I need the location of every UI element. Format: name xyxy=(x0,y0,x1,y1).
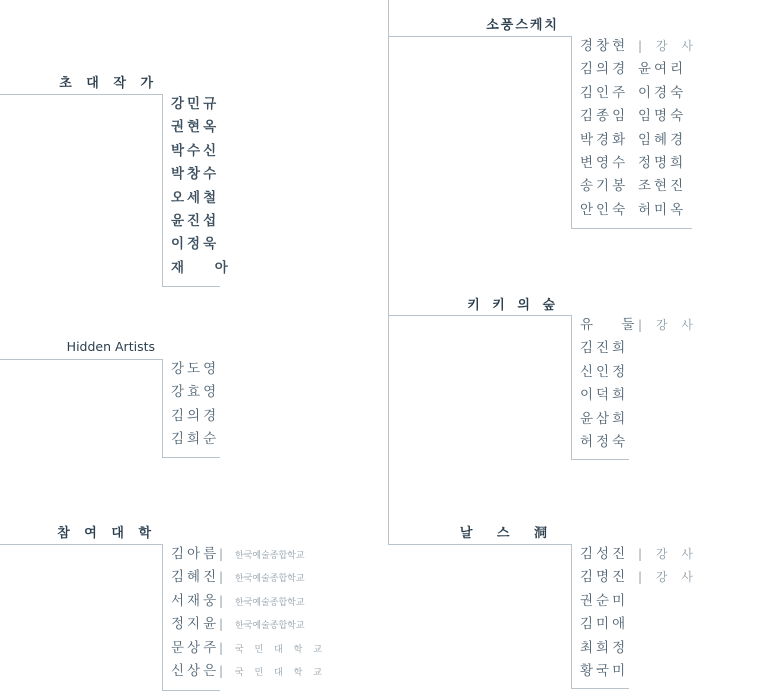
list-item: 김아름| 한국예술종합학교 xyxy=(171,546,305,562)
list-item: 서재웅| 한국예술종합학교 xyxy=(171,592,305,609)
nalsu-list xyxy=(580,543,698,683)
nalsu-title: 날 스 洞 xyxy=(459,526,557,541)
invited-artists-rule xyxy=(0,94,163,95)
kiki-forest-title: 키 키 의 숲 xyxy=(467,298,559,313)
list-item: 윤진섭 xyxy=(171,212,220,229)
list-item: 김명진 | 강 사 xyxy=(580,569,698,586)
hidden-artists-list xyxy=(171,358,219,452)
list-item: 유 둘| 강 사 xyxy=(580,317,698,333)
list-item: 최희정 xyxy=(580,639,629,656)
nalsu-bracket xyxy=(571,544,572,689)
list-item: 강도영 xyxy=(171,361,220,377)
kiki-forest-bottom-rule xyxy=(571,459,629,460)
list-item: 김종임 임명숙 xyxy=(580,108,687,125)
universities-rule xyxy=(0,544,163,545)
list-item: 황국미 xyxy=(580,662,629,679)
list-item: 정지윤| 한국예술종합학교 xyxy=(171,616,305,633)
sketch-list xyxy=(580,35,698,222)
nalsu-rule xyxy=(388,544,572,545)
kiki-forest-rule xyxy=(388,315,572,316)
list-item: 김의경 xyxy=(171,407,220,424)
list-item: 김희순 xyxy=(171,431,220,448)
list-item: 김인주 이경숙 xyxy=(580,84,687,101)
list-item: 박경화 임혜경 xyxy=(580,131,687,148)
hidden-artists-title: Hidden Artists xyxy=(66,339,155,354)
hidden-artists-rule xyxy=(0,359,163,360)
list-item: 재 아 xyxy=(171,259,241,276)
list-item: 송기봉 조현진 xyxy=(580,178,687,195)
list-item: 김성진 | 강 사 xyxy=(580,546,698,562)
list-item: 강민규 xyxy=(171,96,220,112)
list-item: 이덕희 xyxy=(580,387,629,404)
list-item: 권순미 xyxy=(580,592,629,609)
list-item: 박창수 xyxy=(171,166,220,183)
sketch-bracket xyxy=(571,36,572,229)
list-item: 윤삼희 xyxy=(580,410,629,427)
kiki-forest-bracket xyxy=(571,315,572,460)
universities-list xyxy=(171,543,326,683)
nalsu-bottom-rule xyxy=(571,688,629,689)
list-item: 김미애 xyxy=(580,616,629,633)
list-item: 변영수 정명희 xyxy=(580,154,687,171)
list-item: 경창현 | 강 사 xyxy=(580,38,698,54)
list-item: 신인정 xyxy=(580,363,629,380)
list-item: 안인숙 허미옥 xyxy=(580,201,687,218)
participating-universities-title: 참 여 대 학 xyxy=(57,526,156,541)
list-item: 강효영 xyxy=(171,384,220,401)
invited-artists-title: 초 대 작 가 xyxy=(59,76,158,91)
center-divider xyxy=(388,0,389,545)
hidden-artists-bracket xyxy=(162,359,163,458)
list-item: 신상은| 국 민 대 학 교 xyxy=(171,662,326,679)
sketch-bottom-rule xyxy=(571,228,692,229)
list-item: 김혜진| 한국예술종합학교 xyxy=(171,569,305,586)
hidden-artists-bottom-rule xyxy=(162,457,220,458)
universities-bottom-rule xyxy=(162,690,220,691)
list-item: 김진희 xyxy=(580,340,629,357)
invited-artists-bottom-rule xyxy=(162,286,220,287)
sketch-title: 소풍스케치 xyxy=(486,18,559,33)
list-item: 박수신 xyxy=(171,142,220,159)
list-item: 이정욱 xyxy=(171,236,220,253)
invited-artists-bracket xyxy=(162,94,163,287)
list-item: 문상주| 국 민 대 학 교 xyxy=(171,639,326,656)
list-item: 허정숙 xyxy=(580,433,629,450)
list-item: 김의경 윤여리 xyxy=(580,61,687,78)
list-item: 권현옥 xyxy=(171,119,220,136)
universities-bracket xyxy=(162,544,163,691)
kiki-forest-list xyxy=(580,314,698,454)
sketch-rule xyxy=(388,36,572,37)
invited-artists-list xyxy=(171,93,241,280)
list-item: 오세철 xyxy=(171,189,220,206)
